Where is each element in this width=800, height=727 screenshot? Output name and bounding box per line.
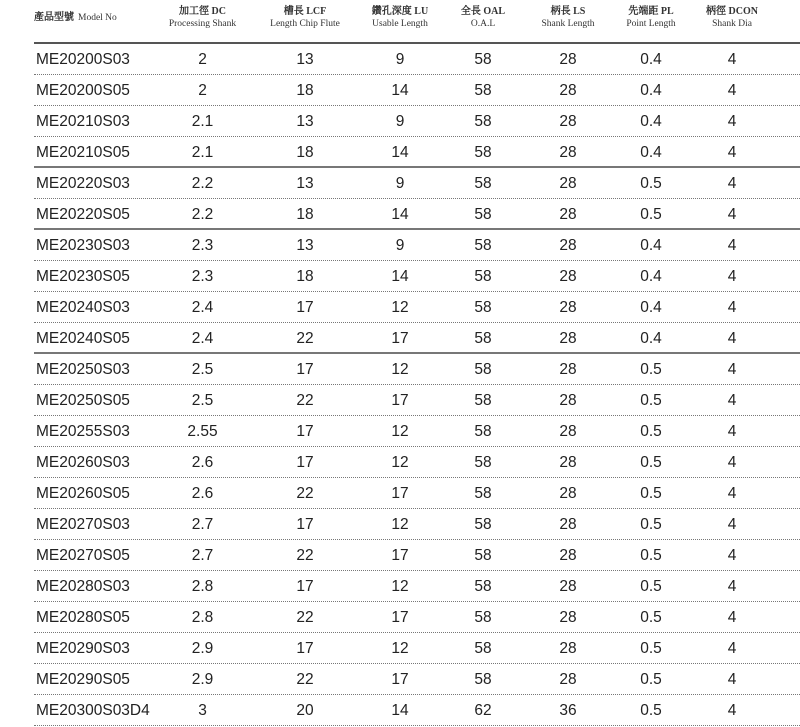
table-row — [0, 168, 800, 199]
cell-ls: 28 — [559, 423, 577, 440]
cell-pl: 0.5 — [640, 423, 662, 440]
table-row — [0, 385, 800, 416]
cell-oal: 58 — [474, 640, 492, 657]
cell-pl: 0.4 — [640, 144, 662, 161]
cell-oal: 58 — [474, 516, 492, 533]
cell-ls: 28 — [559, 82, 577, 99]
cell-lcf: 18 — [296, 82, 314, 99]
cell-model-no: ME20270S03 — [36, 516, 130, 533]
cell-pl: 0.5 — [640, 547, 662, 564]
cell-dc: 2.6 — [191, 454, 214, 471]
header-oal-en: O.A.L — [470, 19, 496, 29]
header-dc-zh: 加工徑 DC — [179, 6, 226, 17]
cell-dcon: 4 — [727, 671, 737, 688]
cell-lu: 12 — [391, 361, 409, 378]
cell-pl: 0.4 — [640, 330, 662, 347]
cell-ls: 28 — [559, 392, 577, 409]
cell-ls: 28 — [559, 547, 577, 564]
cell-dcon: 4 — [727, 113, 737, 130]
cell-model-no: ME20290S03 — [36, 640, 130, 657]
cell-oal: 58 — [474, 206, 492, 223]
cell-lcf: 22 — [296, 330, 314, 347]
cell-dc: 2.8 — [191, 578, 214, 595]
cell-lu: 9 — [395, 237, 405, 254]
cell-oal: 58 — [474, 175, 492, 192]
cell-lcf: 13 — [296, 113, 314, 130]
cell-oal: 58 — [474, 578, 492, 595]
cell-oal: 58 — [474, 392, 492, 409]
cell-model-no: ME20300S03D4 — [36, 702, 150, 719]
cell-dc: 2.9 — [191, 640, 214, 657]
table-row — [0, 478, 800, 509]
cell-dcon: 4 — [727, 175, 737, 192]
cell-ls: 28 — [559, 578, 577, 595]
cell-oal: 58 — [474, 454, 492, 471]
table-header — [0, 6, 800, 42]
cell-dcon: 4 — [727, 206, 737, 223]
cell-lcf: 13 — [296, 175, 314, 192]
cell-pl: 0.4 — [640, 113, 662, 130]
cell-lcf: 17 — [296, 454, 314, 471]
cell-model-no: ME20260S05 — [36, 485, 130, 502]
cell-lcf: 20 — [296, 702, 314, 719]
cell-lu: 14 — [391, 206, 409, 223]
cell-oal: 58 — [474, 361, 492, 378]
cell-dc: 2.2 — [191, 175, 214, 192]
table-row — [0, 664, 800, 695]
header-dcon-zh: 柄徑 DCON — [706, 6, 758, 17]
cell-dc: 2 — [198, 51, 207, 68]
cell-lu: 14 — [391, 144, 409, 161]
cell-dcon: 4 — [727, 268, 737, 285]
header-oal-zh: 全長 OAL — [460, 6, 506, 17]
cell-ls: 28 — [559, 51, 577, 68]
cell-lu: 12 — [391, 299, 409, 316]
table-row — [0, 540, 800, 571]
table-row — [0, 447, 800, 478]
table-row — [0, 75, 800, 106]
cell-model-no: ME20210S05 — [36, 144, 130, 161]
cell-lcf: 17 — [296, 578, 314, 595]
cell-lu: 12 — [391, 640, 409, 657]
cell-pl: 0.5 — [640, 392, 662, 409]
cell-ls: 28 — [559, 640, 577, 657]
cell-ls: 28 — [559, 330, 577, 347]
cell-model-no: ME20250S03 — [36, 361, 130, 378]
header-ls-en: Shank Length — [541, 19, 595, 29]
cell-pl: 0.5 — [640, 454, 662, 471]
cell-pl: 0.5 — [640, 175, 662, 192]
header-model-no-zh: 產品型號 — [34, 12, 74, 23]
header-lcf-en: Length Chip Flute — [270, 19, 340, 29]
cell-pl: 0.4 — [640, 299, 662, 316]
cell-oal: 58 — [474, 547, 492, 564]
cell-model-no: ME20210S03 — [36, 113, 130, 130]
cell-lcf: 22 — [296, 547, 314, 564]
cell-dc: 2.5 — [191, 392, 214, 409]
cell-dc: 2.2 — [191, 206, 214, 223]
table-row — [0, 44, 800, 75]
header-dc-en: Processing Shank — [168, 19, 237, 29]
cell-ls: 28 — [559, 485, 577, 502]
table-row — [0, 292, 800, 323]
cell-lu: 14 — [391, 82, 409, 99]
header-dcon — [692, 6, 772, 42]
cell-lu: 17 — [391, 330, 409, 347]
cell-model-no: ME20200S03 — [36, 51, 130, 68]
header-ls-zh: 柄長 LS — [550, 6, 586, 17]
cell-lcf: 22 — [296, 392, 314, 409]
header-lcf — [255, 6, 355, 42]
cell-dcon: 4 — [727, 423, 737, 440]
cell-lu: 17 — [391, 671, 409, 688]
header-pl — [614, 6, 688, 42]
cell-pl: 0.4 — [640, 51, 662, 68]
table-row — [0, 199, 800, 230]
cell-ls: 28 — [559, 175, 577, 192]
cell-model-no: ME20230S05 — [36, 268, 130, 285]
cell-dcon: 4 — [727, 144, 737, 161]
cell-model-no: ME20280S03 — [36, 578, 130, 595]
cell-oal: 62 — [474, 702, 492, 719]
cell-pl: 0.4 — [640, 237, 662, 254]
table-row — [0, 571, 800, 602]
cell-ls: 28 — [559, 299, 577, 316]
cell-oal: 58 — [474, 51, 492, 68]
cell-pl: 0.4 — [640, 82, 662, 99]
cell-dc: 3 — [198, 702, 207, 719]
cell-dc: 2.5 — [191, 361, 214, 378]
table-row — [0, 323, 800, 354]
cell-lcf: 17 — [296, 423, 314, 440]
cell-dcon: 4 — [727, 330, 737, 347]
cell-lcf: 22 — [296, 609, 314, 626]
table-row — [0, 354, 800, 385]
cell-model-no: ME20280S05 — [36, 609, 130, 626]
cell-lu: 17 — [391, 485, 409, 502]
header-model-no — [34, 6, 159, 42]
table-row — [0, 106, 800, 137]
cell-dc: 2.4 — [191, 330, 214, 347]
cell-lcf: 17 — [296, 299, 314, 316]
cell-dc: 2.9 — [191, 671, 214, 688]
cell-lu: 12 — [391, 578, 409, 595]
cell-lu: 14 — [391, 702, 409, 719]
cell-dc: 2.7 — [191, 547, 214, 564]
cell-lu: 9 — [395, 113, 405, 130]
cell-pl: 0.5 — [640, 485, 662, 502]
cell-pl: 0.5 — [640, 702, 662, 719]
cell-dcon: 4 — [727, 361, 737, 378]
header-lu-en: Usable Length — [372, 19, 428, 29]
cell-oal: 58 — [474, 268, 492, 285]
header-oal — [448, 6, 518, 42]
cell-dcon: 4 — [727, 485, 737, 502]
cell-dc: 2.4 — [191, 299, 214, 316]
row-divider — [34, 725, 800, 726]
cell-lu: 17 — [391, 609, 409, 626]
cell-oal: 58 — [474, 485, 492, 502]
cell-lcf: 17 — [296, 516, 314, 533]
cell-model-no: ME20240S03 — [36, 299, 130, 316]
table-row — [0, 137, 800, 168]
cell-dc: 2.7 — [191, 516, 214, 533]
header-dcon-en: Shank Dia — [712, 19, 752, 29]
cell-oal: 58 — [474, 330, 492, 347]
cell-dc: 2.8 — [191, 609, 214, 626]
cell-lcf: 17 — [296, 640, 314, 657]
header-pl-en: Point Length — [626, 19, 676, 29]
cell-dcon: 4 — [727, 51, 737, 68]
cell-pl: 0.5 — [640, 206, 662, 223]
cell-pl: 0.4 — [640, 268, 662, 285]
cell-dcon: 4 — [727, 640, 737, 657]
cell-dcon: 4 — [727, 237, 737, 254]
header-model-no-en: Model No — [78, 13, 117, 23]
cell-lcf: 22 — [296, 485, 314, 502]
cell-ls: 28 — [559, 206, 577, 223]
cell-pl: 0.5 — [640, 578, 662, 595]
cell-dc: 2.55 — [187, 423, 218, 440]
cell-pl: 0.5 — [640, 516, 662, 533]
cell-dcon: 4 — [727, 454, 737, 471]
cell-dcon: 4 — [727, 392, 737, 409]
cell-model-no: ME20260S03 — [36, 454, 130, 471]
cell-model-no: ME20270S05 — [36, 547, 130, 564]
cell-dc: 2.1 — [191, 113, 214, 130]
cell-lu: 12 — [391, 423, 409, 440]
cell-oal: 58 — [474, 423, 492, 440]
header-lu — [355, 6, 445, 42]
cell-dcon: 4 — [727, 516, 737, 533]
cell-model-no: ME20230S03 — [36, 237, 130, 254]
cell-lu: 17 — [391, 392, 409, 409]
table-row — [0, 509, 800, 540]
cell-model-no: ME20240S05 — [36, 330, 130, 347]
cell-ls: 28 — [559, 268, 577, 285]
cell-model-no: ME20255S03 — [36, 423, 130, 440]
cell-oal: 58 — [474, 82, 492, 99]
cell-lcf: 13 — [296, 237, 314, 254]
cell-oal: 58 — [474, 609, 492, 626]
cell-lcf: 17 — [296, 361, 314, 378]
cell-model-no: ME20250S05 — [36, 392, 130, 409]
cell-pl: 0.5 — [640, 609, 662, 626]
cell-oal: 58 — [474, 671, 492, 688]
cell-ls: 28 — [559, 609, 577, 626]
cell-lu: 17 — [391, 547, 409, 564]
header-dc — [155, 6, 250, 42]
cell-oal: 58 — [474, 144, 492, 161]
cell-lcf: 22 — [296, 671, 314, 688]
cell-ls: 28 — [559, 237, 577, 254]
cell-dcon: 4 — [727, 578, 737, 595]
cell-ls: 28 — [559, 144, 577, 161]
cell-dcon: 4 — [727, 299, 737, 316]
table-row — [0, 261, 800, 292]
cell-ls: 36 — [559, 702, 577, 719]
table-row — [0, 695, 800, 726]
cell-dc: 2 — [198, 82, 207, 99]
cell-lcf: 18 — [296, 144, 314, 161]
cell-pl: 0.5 — [640, 361, 662, 378]
table-body — [0, 44, 800, 726]
cell-dcon: 4 — [727, 547, 737, 564]
cell-lcf: 18 — [296, 206, 314, 223]
cell-model-no: ME20220S05 — [36, 206, 130, 223]
cell-ls: 28 — [559, 113, 577, 130]
table-row — [0, 230, 800, 261]
cell-lu: 9 — [395, 51, 405, 68]
cell-dc: 2.3 — [191, 268, 214, 285]
cell-dcon: 4 — [727, 82, 737, 99]
cell-oal: 58 — [474, 237, 492, 254]
cell-oal: 58 — [474, 299, 492, 316]
cell-model-no: ME20200S05 — [36, 82, 130, 99]
cell-ls: 28 — [559, 361, 577, 378]
cell-ls: 28 — [559, 516, 577, 533]
cell-dc: 2.3 — [191, 237, 214, 254]
cell-dcon: 4 — [727, 702, 737, 719]
cell-ls: 28 — [559, 454, 577, 471]
cell-dc: 2.1 — [191, 144, 214, 161]
table-row — [0, 602, 800, 633]
cell-model-no: ME20290S05 — [36, 671, 130, 688]
cell-lu: 12 — [391, 454, 409, 471]
cell-oal: 58 — [474, 113, 492, 130]
cell-dcon: 4 — [727, 609, 737, 626]
header-pl-zh: 先端距 PL — [628, 6, 674, 17]
header-lu-zh: 鑽孔深度 LU — [371, 6, 429, 17]
cell-pl: 0.5 — [640, 640, 662, 657]
table-row — [0, 633, 800, 664]
cell-lcf: 13 — [296, 51, 314, 68]
cell-lu: 9 — [395, 175, 405, 192]
table-row — [0, 416, 800, 447]
cell-lu: 14 — [391, 268, 409, 285]
cell-ls: 28 — [559, 671, 577, 688]
cell-model-no: ME20220S03 — [36, 175, 130, 192]
header-lcf-zh: 槽長 LCF — [283, 6, 327, 17]
header-ls — [528, 6, 608, 42]
cell-dc: 2.6 — [191, 485, 214, 502]
cell-lcf: 18 — [296, 268, 314, 285]
cell-pl: 0.5 — [640, 671, 662, 688]
cell-lu: 12 — [391, 516, 409, 533]
